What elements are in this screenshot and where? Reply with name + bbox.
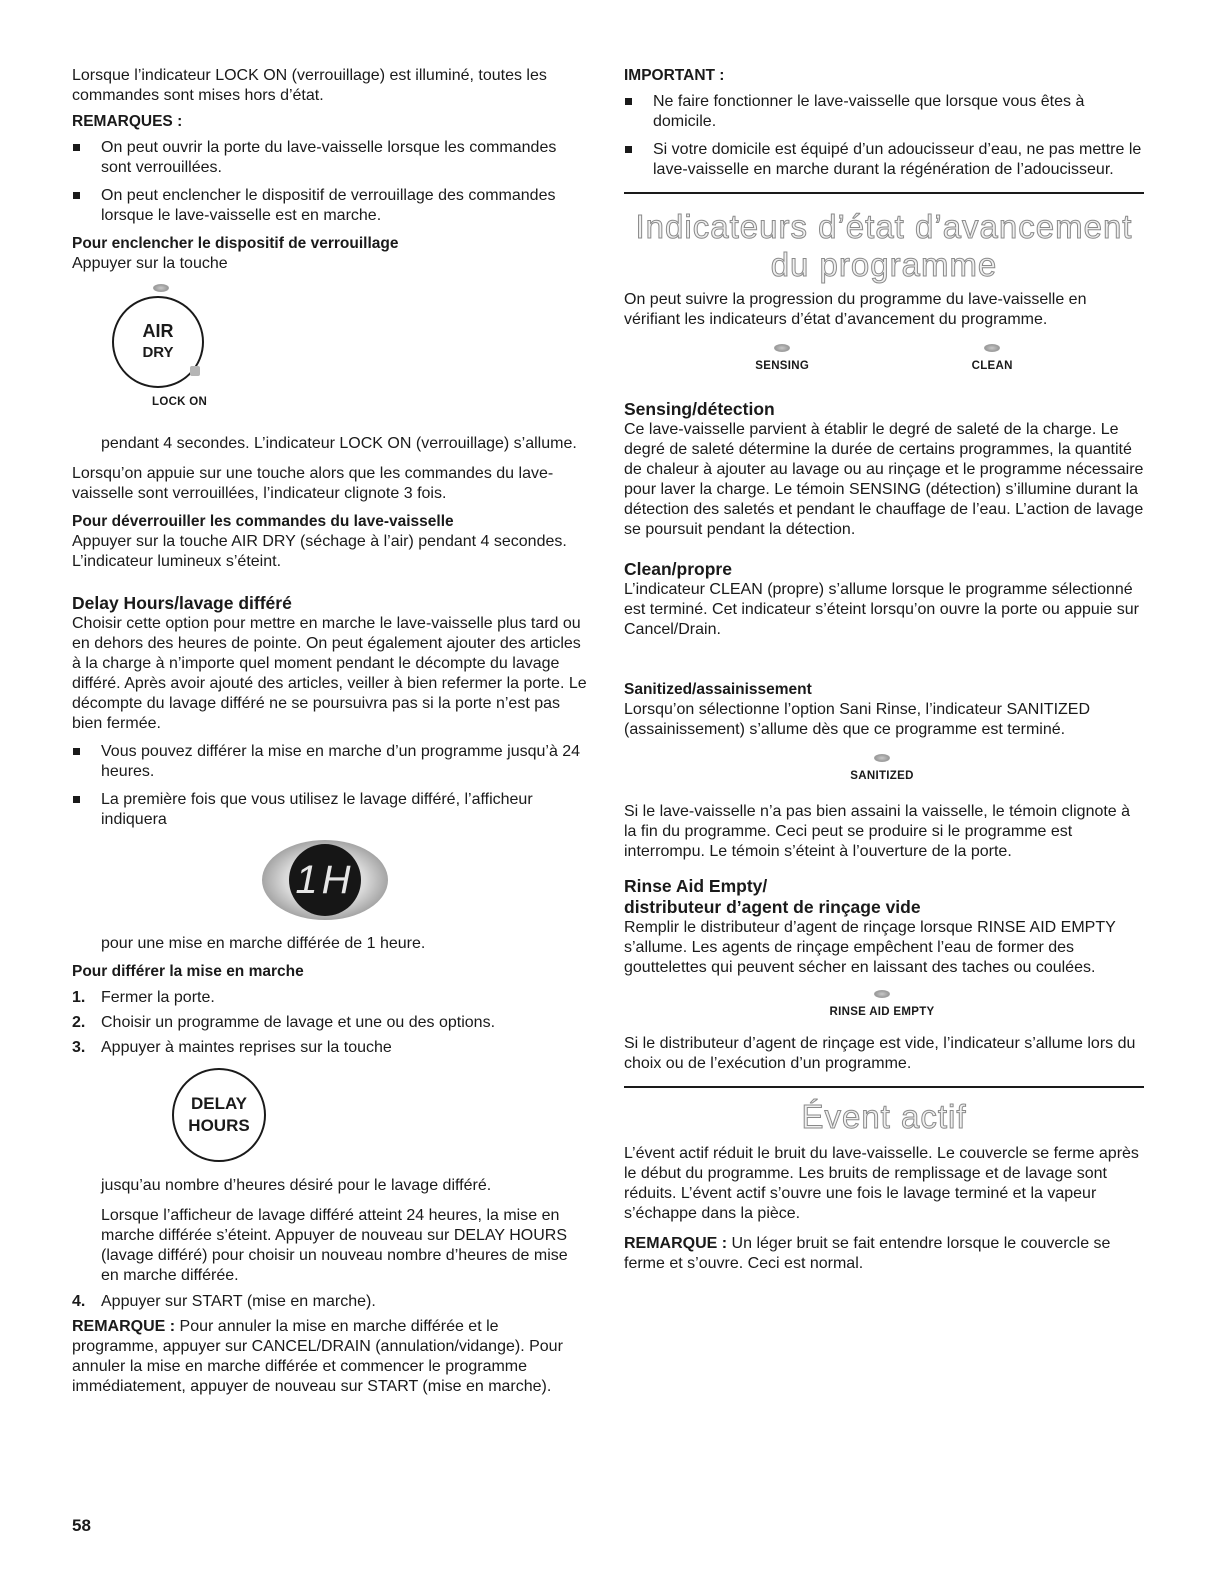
step-text: Appuyer à maintes reprises sur la touche [101,1039,392,1056]
list-item: On peut enclencher le dispositif de verrouillage des commandes lorsque le lave-vaisselle est en marche. [72,186,588,226]
lock-intro: Lorsque l’indicateur LOCK ON (verrouillage) est illuminé, toutes les commandes sont mises hors d’état. [72,67,547,104]
deverrouiller-text: Appuyer sur la touche AIR DRY (séchage à l’air) pendant 4 secondes. L’indicateur lumineux s’éteint. [72,533,567,570]
event-remarque-label: REMARQUE : [624,1235,728,1252]
lock-icon [190,366,200,376]
step-text: Appuyer sur START (mise en marche). [101,1293,376,1310]
enclencher-text: Appuyer sur la touche [72,255,228,272]
remarque-text: Pour annuler la mise en marche différée et le programme, appuyer sur CANCEL/DRAIN (annulation/vidange). Pour annuler la mise en marche différée et commencer le programme immédiatement, appuyer de nouveau sur START (mise en marche). [72,1318,563,1395]
remarque-label: REMARQUE : [72,1318,176,1335]
rinse-vide-text: Si le distributeur d’agent de rinçage est vide, l’indicateur s’allume lors du choix ou de l’exécution d’un programme. [624,1035,1136,1072]
list-item: On peut ouvrir la porte du lave-vaisselle lorsque les commandes sont verrouillées. [72,138,588,178]
sanitized-label: SANITIZED [850,770,914,782]
pendant-text: pendant 4 secondes. L’indicateur LOCK ON (verrouillage) s’allume. [101,435,577,452]
rinse-aid-label: RINSE AID EMPTY [829,1006,935,1018]
remarque-paragraph [72,1317,588,1397]
air-dry-line2: DRY [142,344,174,361]
list-item: Si votre domicile est équipé d’un adoucisseur d’eau, ne pas mettre le lave-vaisselle en marche durant la régénération de l’adoucisseur. [624,140,1144,180]
event-text: L’évent actif réduit le bruit du lave-vaisselle. Le couvercle se ferme après le début du programme. Les bruits de remplissage et de lavage sont réduits. L’évent actif s’ouvre une fois le lavage terminé et la vapeur s’échappe dans la pièce. [624,1145,1139,1222]
list-item [72,988,588,1008]
step-number: 1. [72,989,86,1006]
delay-hours-button-figure [172,1068,588,1162]
sanitized-heading: Sanitized/assainissement [624,681,812,698]
air-dry-button-figure [112,290,588,408]
clean-text: L’indicateur CLEAN (propre) s’allume lorsque le programme sélectionné est terminé. Cet indicateur s’éteint lorsqu’on ouvre la porte ou appuie sur Cancel/Drain. [624,581,1139,638]
une-heure-text: pour une mise en marche différée de 1 heure. [101,935,426,952]
clignote-text: Lorsqu’on appuie sur une touche alors que les commandes du lave-vaisselle sont verrouillées, l’indicateur clignote 3 fois. [72,465,554,502]
section-title-line1: Indicateurs d’état d’avancement [635,208,1133,245]
step-number: 2. [72,1014,86,1031]
progress-intro: On peut suivre la progression du programme du lave-vaisselle en vérifiant les indicateurs d’état d’avancement du programme. [624,291,1087,328]
step-text: Fermer la porte. [101,989,215,1006]
list-item [72,1292,588,1312]
status-indicators-row [674,344,1094,372]
clean-label: CLEAN [971,360,1013,372]
event-remarque [624,1234,1144,1274]
clean-indicator [972,344,1013,372]
right-column [624,66,1144,1284]
remarques-list [72,138,588,226]
deverrouiller-heading: Pour déverrouiller les commandes du lave-vaisselle [72,513,454,530]
step4-list [72,1292,588,1312]
delay-hours-line2: HOURS [188,1116,250,1135]
list-item: La première fois que vous utilisez le lavage différé, l’afficheur indiquera [72,790,588,830]
sanitized-light-icon [874,754,890,762]
important-heading: IMPORTANT : [624,67,725,84]
lock-on-label: LOCK ON [152,396,208,408]
delay-hours-line1: DELAY [190,1094,248,1113]
clean-light-icon [984,344,1000,352]
sensing-heading: Sensing/détection [624,399,775,419]
remarques-heading: REMARQUES : [72,113,183,130]
left-column [72,66,588,1407]
delay-bullets [72,742,588,830]
display-panel [262,840,388,920]
clean-heading: Clean/propre [624,559,732,579]
sanitized-text: Lorsqu’on sélectionne l’option Sani Rinse, l’indicateur SANITIZED (assainissement) s’allume dès que ce programme est terminé. [624,701,1091,738]
list-item: Vous pouvez différer la mise en marche d’un programme jusqu’à 24 heures. [72,742,588,782]
differer-heading: Pour différer la mise en marche [72,963,304,980]
event-divider [624,1086,1144,1088]
step-text: Choisir un programme de lavage et une ou des options. [101,1014,496,1031]
sensing-light-icon [774,344,790,352]
event-remarque-text: Un léger bruit se fait entendre lorsque le couvercle se ferme et s’ouvre. Ceci est normal. [624,1235,1111,1272]
lock-indicator-icon [153,284,169,292]
lorsque-24-text: Lorsque l’afficheur de lavage différé atteint 24 heures, la mise en marche différée s’éteint. Appuyer de nouveau sur DELAY HOURS (lavage différé) pour choisir un nouveau nombre d’heures de mise en marche différée. [101,1207,568,1284]
list-item [72,1038,588,1058]
sanitized-fail-text: Si le lave-vaisselle n’a pas bien assaini la vaisselle, le témoin clignote à la fin du programme. Ceci peut se produire si le programme est interrompu. Le témoin s’éteint à l’ouverture de la porte. [624,803,1131,860]
delay-display-figure [262,840,588,920]
delay-heading: Delay Hours/lavage différé [72,593,292,613]
section-divider [624,192,1144,194]
sensing-indicator [755,344,809,372]
rinse-aid-light-icon [874,990,890,998]
page-number: 58 [72,1516,91,1535]
enclencher-heading: Pour enclencher le dispositif de verrouillage [72,235,399,252]
display-readout: 1H [289,844,361,916]
important-list [624,92,1144,180]
jusqu-text: jusqu’au nombre d’heures désiré pour le lavage différé. [101,1177,492,1194]
list-item [72,1013,588,1033]
delay-text: Choisir cette option pour mettre en marche le lave-vaisselle plus tard ou en dehors des heures de pointe. On peut également ajouter des articles à la charge à n’importe quel moment pendant le décompte du lavage différé. Après avoir ajouté des articles, veiller à bien refermer la porte. Le décompte du lavage différé ne se poursuivra pas si la porte n’est pas bien fermée. [72,615,587,732]
steps-list [72,988,588,1058]
step-number: 3. [72,1039,86,1056]
step-number: 4. [72,1293,86,1310]
sanitized-indicator [852,754,912,782]
delay-hours-button [172,1068,266,1162]
event-title: Évent actif [801,1098,967,1135]
sensing-label: SENSING [755,360,810,372]
air-dry-button [112,296,204,388]
rinse-text: Remplir le distributeur d’agent de rinçage lorsque RINSE AID EMPTY s’allume. Les agents de rinçage empêchent l’eau de former des gouttelettes qui peuvent sécher en laissant des taches ou coulées. [624,919,1116,976]
sensing-text: Ce lave-vaisselle parvient à établir le degré de saleté de la charge. Le degré de saleté détermine la durée de certains programmes, la quantité de chaleur à ajouter au lavage ou au rinçage et le programme nécessaire pour laver la charge. Le témoin SENSING (détection) s’illumine durant la détection des saletés et pendant le chauffage de l’eau. L’action de lavage se poursuit pendant la détection. [624,421,1144,538]
rinse-aid-indicator [824,990,940,1018]
section-title-line2: du programme [770,246,998,283]
air-dry-line1: AIR [142,321,174,341]
rinse-heading-1: Rinse Aid Empty/ [624,876,768,896]
rinse-heading-2: distributeur d’agent de rinçage vide [624,897,921,917]
list-item: Ne faire fonctionner le lave-vaisselle que lorsque vous êtes à domicile. [624,92,1144,132]
